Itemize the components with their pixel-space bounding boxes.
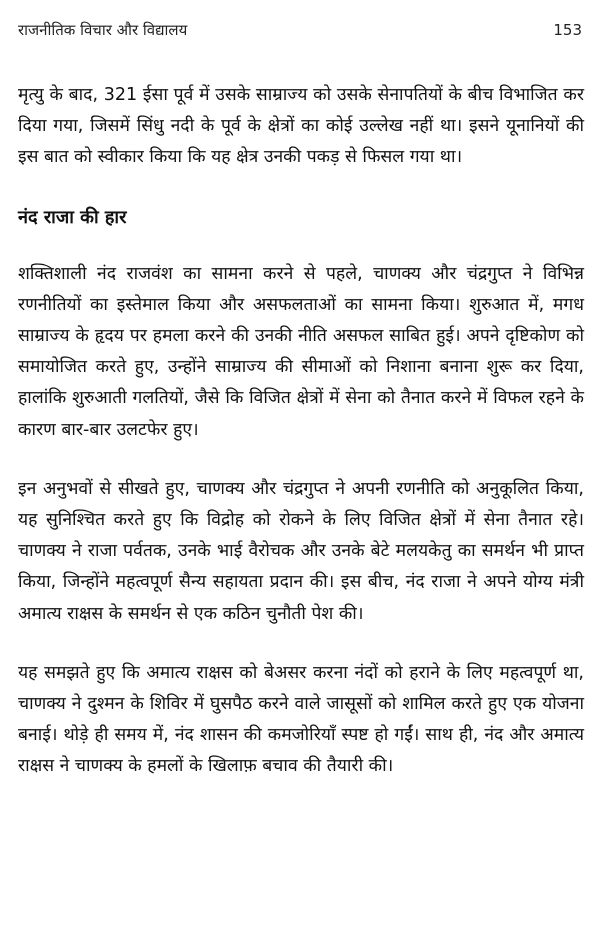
paragraph-adaptation: इन अनुभवों से सीखते हुए, चाणक्य और चंद्रगुप्त ने अपनी रणनीति को अनुकूलित किया, यह सुनिश्चित करते हुए कि विद्रोह को रोकने के लिए विजित क्षेत्रों में सेना तैनात रहे। चाणक्य ने राजा पर्वतक, उनके भाई वैरोचक और उनके बेटे मलयकेतु का समर्थन भी प्राप्त किया, जिन्होंने महत्वपूर्ण सैन्य सहायता प्रदान की। इस बीच, नंद राजा ने अपने योग्य मंत्री अमात्य राक्षस के समर्थन से एक कठिन चुनौती पेश की। (18, 478, 584, 624)
section-heading: नंद राजा की हार (18, 206, 127, 228)
paragraph-intro: मृत्यु के बाद, 321 ईसा पूर्व में उसके साम्राज्य को उसके सेनापतियों के बीच विभाजित कर दिया गया, जिसमें सिंधु नदी के पूर्व के क्षेत्रों का कोई उल्लेख नहीं था। इसने यूनानियों की इस बात को स्वीकार किया कि यह क्षेत्र उनकी पकड़ से फिसल गया था। (18, 85, 584, 168)
page-content (18, 80, 584, 783)
paragraph-strategy: शक्तिशाली नंद राजवंश का सामना करने से पहले, चाणक्य और चंद्रगुप्त ने विभिन्न रणनीतियों का इस्तेमाल किया और असफलताओं का सामना किया। शुरुआत में, मगध साम्राज्य के हृदय पर हमला करने की उनकी नीति असफल साबित हुई। अपने दृष्टिकोण को समायोजित करते हुए, उन्होंने साम्राज्य की सीमाओं को निशाना बनाना शुरू कर दिया, हालांकि शुरुआती गलतियों, जैसे कि विजित क्षेत्रों में सेना को तैनात करने में विफल रहने के कारण बार-बार उलटफेर हुए। (18, 263, 584, 440)
paragraph-espionage: यह समझते हुए कि अमात्य राक्षस को बेअसर करना नंदों को हराने के लिए महत्वपूर्ण था, चाणक्य ने दुश्मन के शिविर में घुसपैठ करने वाले जासूसों को शामिल करते हुए एक योजना बनाई। थोड़े ही समय में, नंद शासन की कमजोरियाँ स्पष्ट हो गईं। साथ ही, नंद और अमात्य राक्षस ने चाणक्य के हमलों के खिलाफ़ बचाव की तैयारी की। (18, 662, 584, 777)
header-title: राजनीतिक विचार और विद्यालय (18, 21, 188, 39)
running-header (18, 20, 582, 42)
page-number: 153 (553, 21, 582, 39)
